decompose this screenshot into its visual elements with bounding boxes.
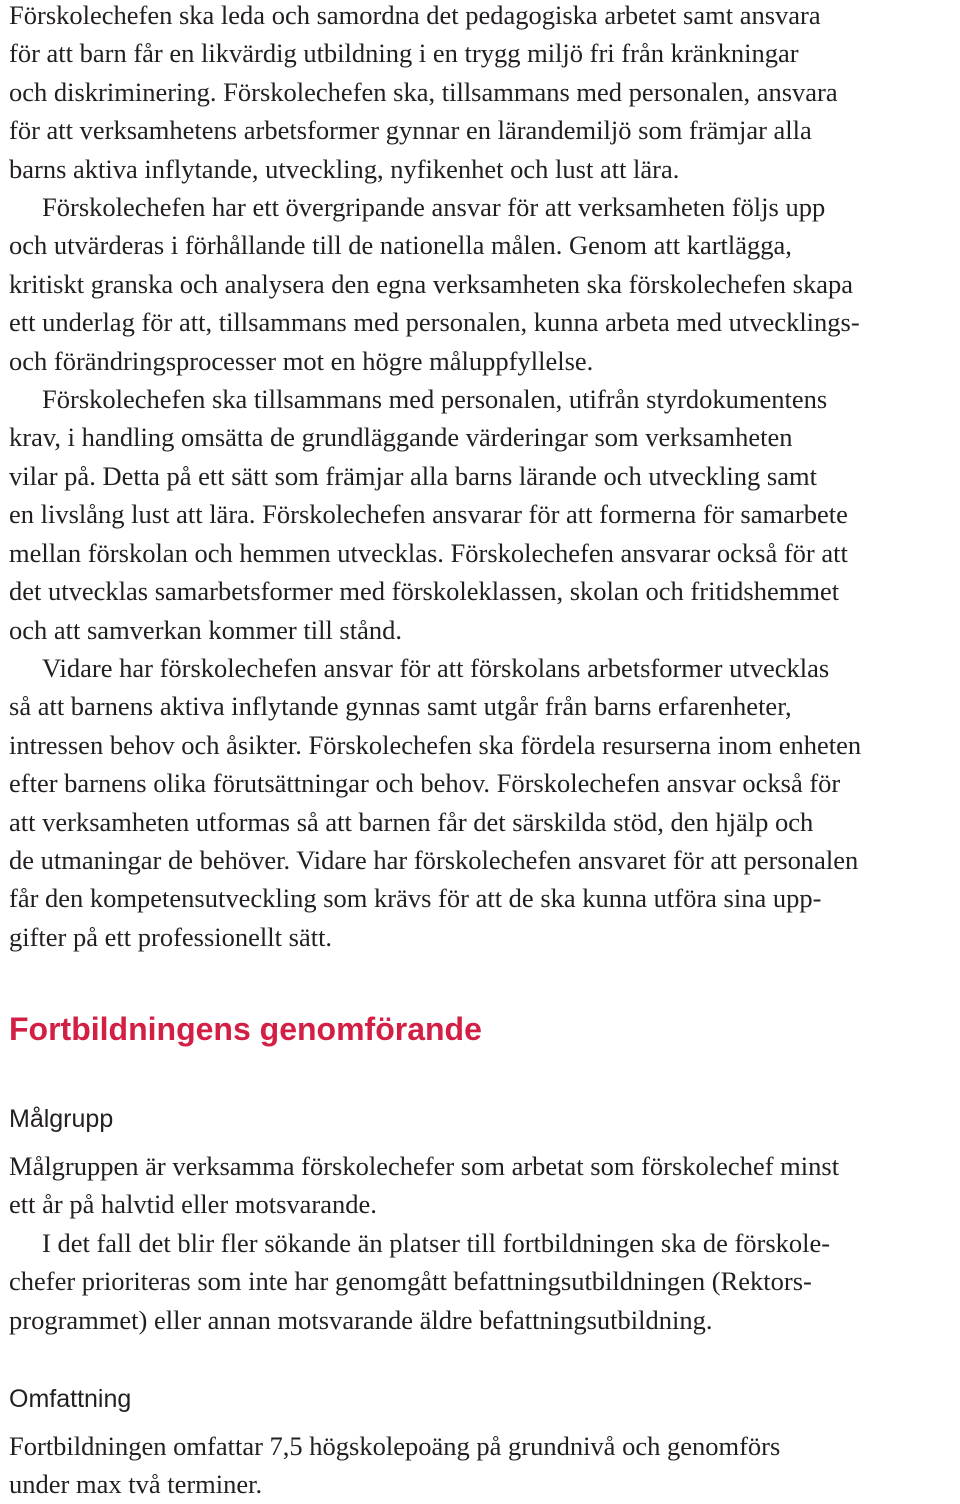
text-line: Förskolechefen ska leda och samordna det pedagogiska arbetet samt ansvara xyxy=(9,0,821,30)
text-line: barns aktiva inflytande, utveckling, nyfikenhet och lust att lära. xyxy=(9,153,680,184)
intro-text-block xyxy=(9,0,954,956)
text-line: en livslång lust att lära. Förskolechefen ansvarar för att formerna för samarbete xyxy=(9,499,848,530)
text-line: det utvecklas samarbetsformer med förskoleklassen, skolan och fritidshemmet xyxy=(9,576,840,607)
text-line: gifter på ett professionellt sätt. xyxy=(9,921,333,952)
text-line: efter barnens olika förutsättningar och behov. Förskolechefen ansvar också för xyxy=(9,768,841,799)
paragraph xyxy=(9,188,954,380)
paragraph xyxy=(9,0,954,188)
text-line: chefer prioriteras som inte har genomgått befattningsutbildningen (Rektors- xyxy=(9,1266,812,1297)
text-line: Vidare har förskolechefen ansvar för att förskolans arbetsformer utvecklas xyxy=(42,652,830,683)
text-line: och diskriminering. Förskolechefen ska, tillsammans med personalen, ansvara xyxy=(9,76,838,107)
text-line: och förändringsprocesser mot en högre måluppfyllelse. xyxy=(9,345,594,376)
omfattning-text-block xyxy=(9,1427,954,1504)
text-line: intressen behov och åsikter. Förskolechefen ska fördela resurserna inom enheten xyxy=(9,729,862,760)
subheading-malgrupp: Målgrupp xyxy=(9,1105,114,1133)
paragraph xyxy=(9,380,954,649)
paragraph xyxy=(9,649,954,956)
text-line: vilar på. Detta på ett sätt som främjar alla barns lärande och utveckling samt xyxy=(9,460,817,491)
subheading-omfattning: Omfattning xyxy=(9,1385,132,1413)
text-line: ett underlag för att, tillsammans med personalen, kunna arbeta med utvecklings- xyxy=(9,307,860,338)
text-line: att verksamheten utformas så att barnen får det särskilda stöd, den hjälp och xyxy=(9,806,814,837)
malgrupp-text-block xyxy=(9,1147,954,1339)
text-line: mellan förskolan och hemmen utvecklas. Förskolechefen ansvarar också för att xyxy=(9,537,848,568)
text-line: för att barn får en likvärdig utbildning i en trygg miljö fri från kränkningar xyxy=(9,38,799,69)
text-line: de utmaningar de behöver. Vidare har förskolechefen ansvaret för att personalen xyxy=(9,844,859,875)
text-line: Förskolechefen har ett övergripande ansvar för att verksamheten följs upp xyxy=(42,192,826,223)
section-heading: Fortbildningens genomförande xyxy=(9,1011,482,1047)
text-line: och att samverkan kommer till stånd. xyxy=(9,614,402,645)
paragraph xyxy=(9,1427,954,1504)
text-line: Förskolechefen ska tillsammans med personalen, utifrån styrdokumentens xyxy=(42,384,828,415)
paragraph xyxy=(9,1224,954,1339)
text-line: programmet) eller annan motsvarande äldre befattningsutbildning. xyxy=(9,1304,713,1335)
text-line: Målgruppen är verksamma förskolechefer som arbetat som förskolechef minst xyxy=(9,1151,840,1181)
text-line: så att barnens aktiva inflytande gynnas samt utgår från barns erfarenheter, xyxy=(9,691,792,722)
paragraph xyxy=(9,1147,954,1224)
text-line: för att verksamhetens arbetsformer gynnar en lärandemiljö som främjar alla xyxy=(9,115,812,146)
text-line: får den kompetensutveckling som krävs för att de ska kunna utföra sina upp- xyxy=(9,883,822,914)
text-line: ett år på halvtid eller motsvarande. xyxy=(9,1189,377,1220)
text-line: under max två terminer. xyxy=(9,1469,263,1500)
text-line: kritiskt granska och analysera den egna verksamheten ska förskolechefen skapa xyxy=(9,268,853,299)
text-line: I det fall det blir fler sökande än platser till fortbildningen ska de förskole- xyxy=(42,1227,831,1258)
text-line: och utvärderas i förhållande till de nationella målen. Genom att kartlägga, xyxy=(9,230,792,261)
text-line: krav, i handling omsätta de grundläggande värderingar som verksamheten xyxy=(9,422,793,453)
text-line: Fortbildningen omfattar 7,5 högskolepoäng på grundnivå och genomförs xyxy=(9,1431,781,1461)
